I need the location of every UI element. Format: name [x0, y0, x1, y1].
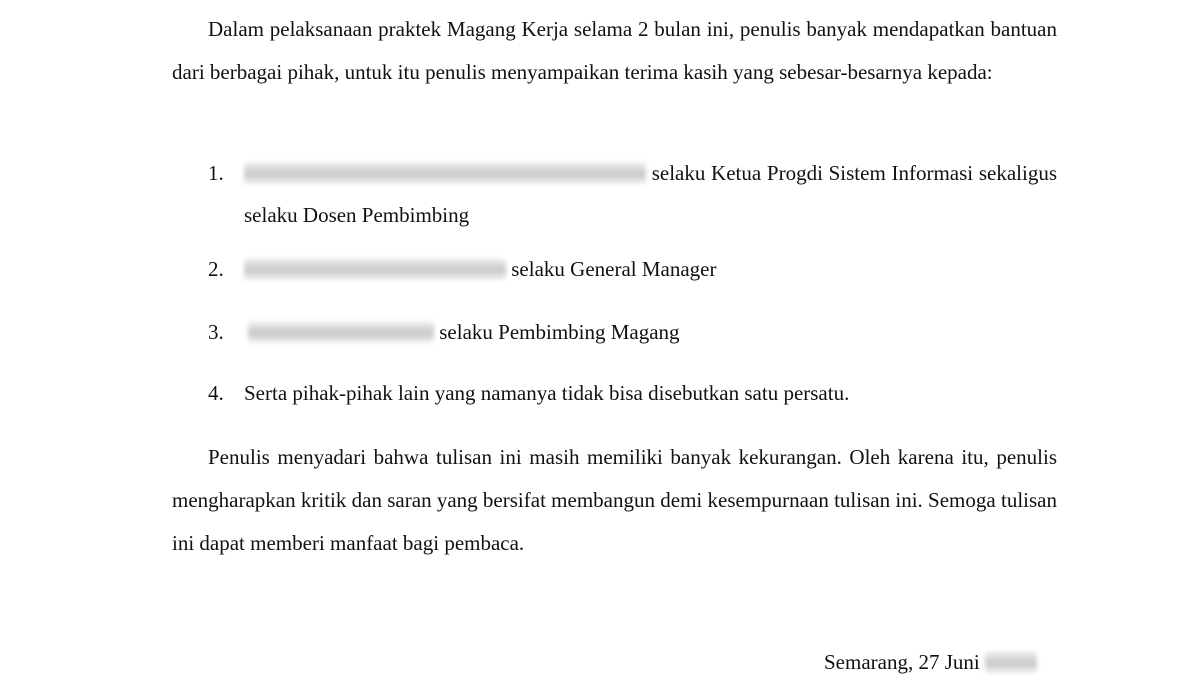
redacted-name	[244, 258, 506, 280]
list-item-text: selaku Ketua Progdi Sistem Informasi sekaligus selaku Dosen Pembimbing	[244, 161, 1057, 227]
list-item-body	[244, 311, 1057, 353]
list-item	[208, 372, 1057, 414]
list-item	[208, 248, 1057, 290]
list-item-body	[244, 152, 1057, 236]
list-number: 2.	[208, 257, 224, 281]
list-number: 4.	[208, 381, 224, 405]
list-number: 1.	[208, 161, 224, 185]
list-item-body	[244, 248, 1057, 290]
redacted-name	[244, 162, 646, 184]
list-item-body	[244, 372, 1057, 414]
place-date-text: Semarang, 27 Juni	[824, 650, 980, 674]
closing-paragraph: Penulis menyadari bahwa tulisan ini masih memiliki banyak kekurangan. Oleh karena itu, penulis mengharapkan kritik dan saran yang bersifat membangun demi kesempurnaan tulisan ini. Semoga tulisan ini dapat memberi manfaat bagi pembaca.	[172, 445, 1057, 555]
list-item-text: selaku General Manager	[511, 257, 717, 281]
intro-paragraph: Dalam pelaksanaan praktek Magang Kerja selama 2 bulan ini, penulis banyak mendapatkan bantuan dari berbagai pihak, untuk itu penulis menyampaikan terima kasih yang sebesar-besarnya kepada:	[172, 17, 1057, 84]
list-item	[208, 152, 1057, 236]
redacted-year	[985, 651, 1037, 673]
list-number: 3.	[208, 320, 224, 344]
list-item-text: selaku Pembimbing Magang	[439, 320, 680, 344]
list-item-text: Serta pihak-pihak lain yang namanya tidak bisa disebutkan satu persatu.	[244, 381, 850, 405]
redacted-name	[248, 321, 434, 343]
signature-place-date	[824, 641, 1037, 683]
list-item	[208, 311, 1057, 353]
